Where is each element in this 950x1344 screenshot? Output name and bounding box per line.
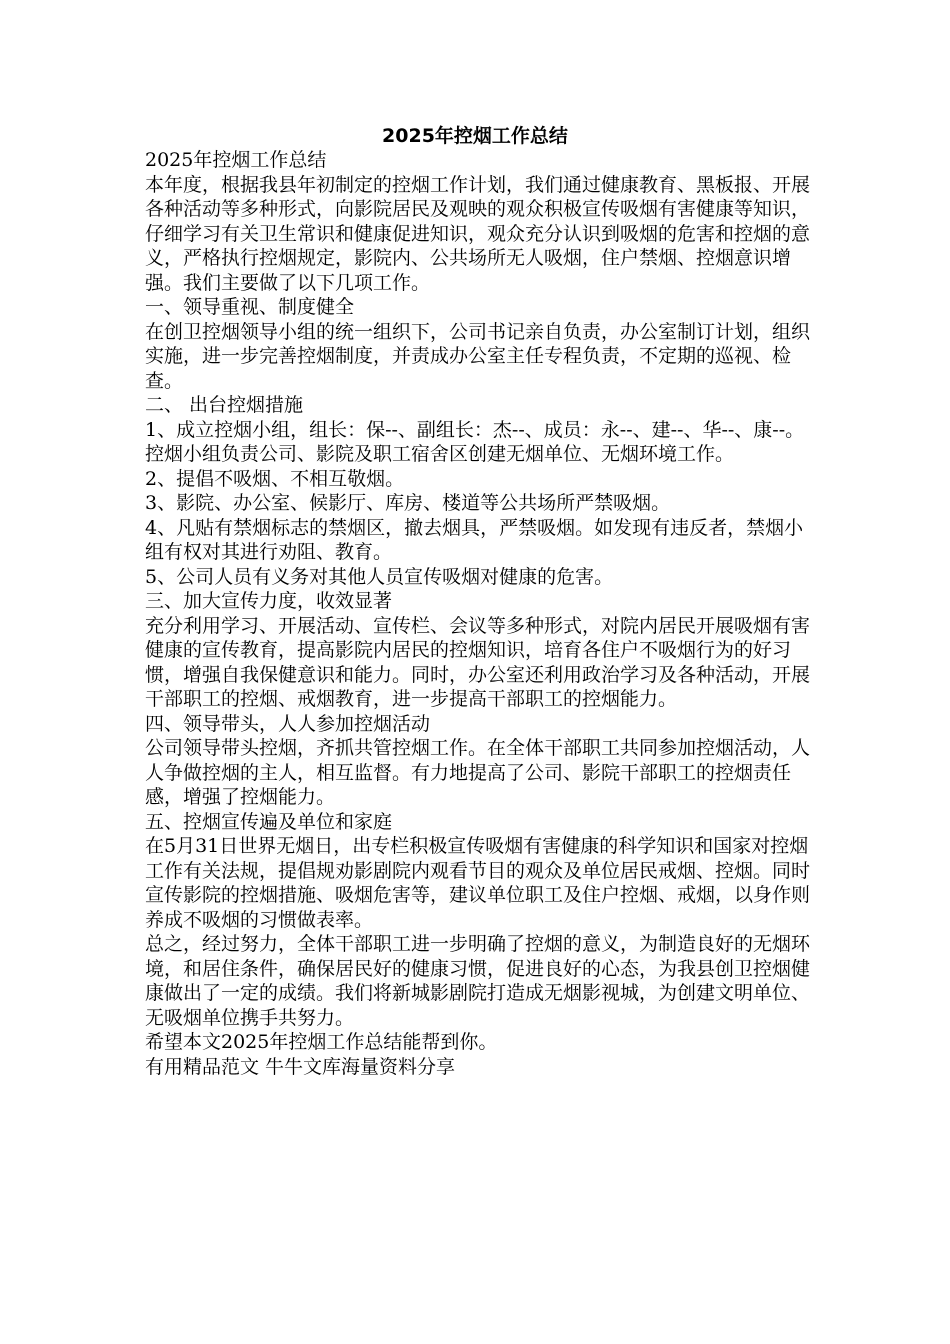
measure-item-1: 1、成立控烟小组，组长：保--、副组长：杰--、成员：永--、建--、华--、康--。控烟小组负责公司、影院及职工宿舍区创建无烟单位、无烟环境工作。 — [145, 418, 805, 465]
section-heading-3: 三、加大宣传力度，收效显著 — [145, 590, 393, 612]
subtitle-line: 2025年控烟工作总结 — [145, 149, 327, 171]
section-4-paragraph: 公司领导带头控烟，齐抓共管控烟工作。在全体干部职工共同参加控烟活动，人人争做控烟的主人，相互监督。有力地提高了公司、影院干部职工的控烟责任感，增强了控烟能力。 — [145, 737, 811, 808]
section-heading-1: 一、领导重视、制度健全 — [145, 296, 355, 318]
section-heading-5: 五、控烟宣传遍及单位和家庭 — [145, 810, 393, 833]
measure-item-5: 5、公司人员有义务对其他人员宣传吸烟对健康的危害。 — [145, 565, 614, 588]
section-5-paragraph: 在5月31日世界无烟日，出专栏积极宣传吸烟有害健康的科学知识和国家对控烟工作有关法规，提倡规劝影剧院内观看节目的观众及单位居民戒烟、控烟。同时宣传影院的控烟措施、吸烟危害等，建议单位职工及住户控烟、戒烟，以身作则养成不吸烟的习惯做表率。 — [145, 835, 811, 931]
closing-line: 希望本文2025年控烟工作总结能帮到你。 — [145, 1031, 498, 1053]
measure-item-2: 2、提倡不吸烟、不相互敬烟。 — [145, 467, 405, 490]
section-3-paragraph: 充分利用学习、开展活动、宣传栏、会议等多种形式，对院内居民开展吸烟有害健康的宣传教育，提高影院内居民的控烟知识，培育各住户不吸烟行为的好习惯，增强自我保健意识和能力。同时，办公室还利用政治学习及各种活动，开展干部职工的控烟、戒烟教育，进一步提高干部职工的控烟能力。 — [145, 614, 811, 710]
section-heading-2: 二、 出台控烟措施 — [145, 394, 304, 416]
measure-item-3: 3、影院、办公室、候影厅、库房、楼道等公共场所严禁吸烟。 — [145, 492, 671, 514]
document-title: 2025年控烟工作总结 — [382, 125, 568, 147]
document-body — [145, 148, 815, 1079]
intro-paragraph: 本年度，根据我县年初制定的控烟工作计划，我们通过健康教育、黑板报、开展各种活动等多种形式，向影院居民及观映的观众积极宣传吸烟有害健康等知识，仔细学习有关卫生常识和健康促进知识，观众充分认识到吸烟的危害和控烟的意义，严格执行控烟规定，影院内、公共场所无人吸烟，住户禁烟、控烟意识增强。我们主要做了以下几项工作。 — [145, 173, 811, 294]
footer-line: 有用精品范文 牛牛文库海量资料分享 — [145, 1055, 456, 1078]
conclusion-paragraph: 总之，经过努力，全体干部职工进一步明确了控烟的意义，为制造良好的无烟环境，和居住条件，确保居民好的健康习惯，促进良好的心态，为我县创卫控烟健康做出了一定的成绩。我们将新城影剧院打造成无烟影视城，为创建文明单位、无吸烟单位携手共努力。 — [145, 933, 811, 1029]
section-1-paragraph: 在创卫控烟领导小组的统一组织下，公司书记亲自负责，办公室制订计划，组织实施，进一步完善控烟制度，并责成办公室主任专程负责，不定期的巡视、检查。 — [145, 320, 811, 392]
measure-item-4: 4、凡贴有禁烟标志的禁烟区，撤去烟具，严禁吸烟。如发现有违反者，禁烟小组有权对其进行劝阻、教育。 — [145, 516, 804, 563]
section-heading-4: 四、领导带头，人人参加控烟活动 — [145, 712, 431, 735]
